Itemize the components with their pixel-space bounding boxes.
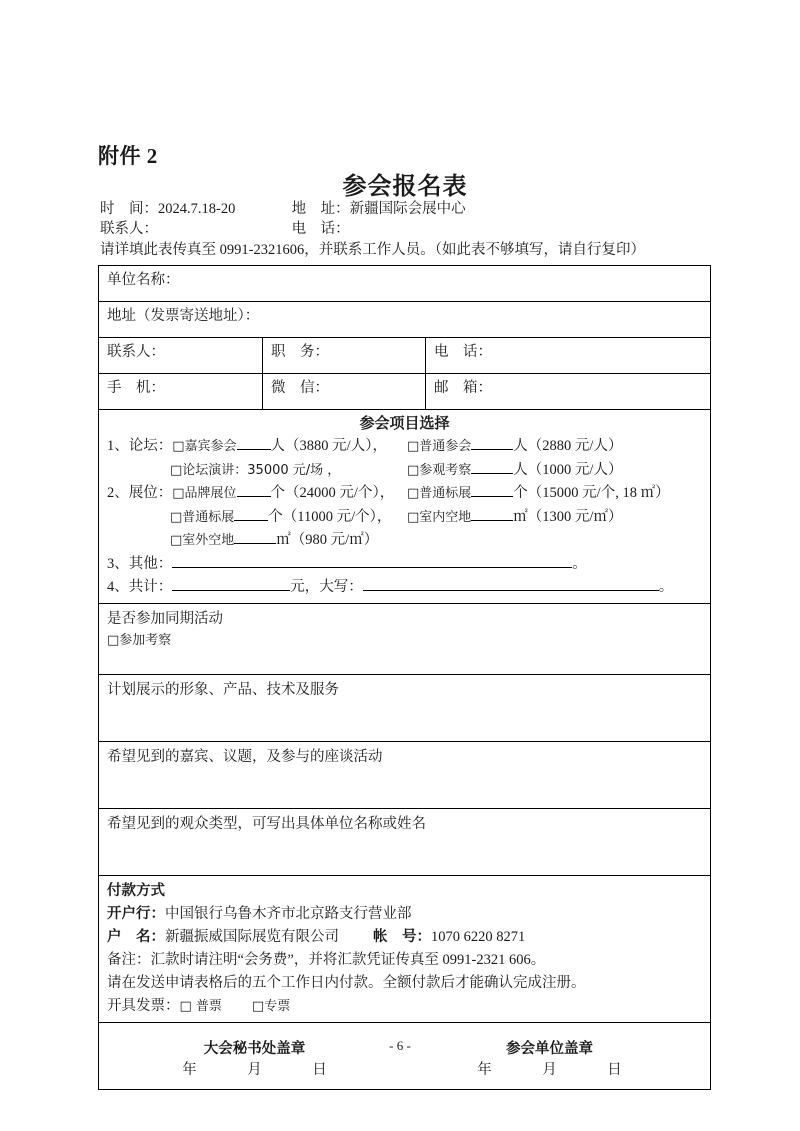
field-telephone[interactable] <box>426 338 711 374</box>
table-row-stamps <box>99 1022 711 1089</box>
table-row-contact <box>99 338 711 374</box>
payment-account-no-value: 1070 6220 8271 <box>431 928 526 945</box>
total-period: 。 <box>658 578 674 595</box>
input-vip-count[interactable] <box>237 449 271 450</box>
forum-line-2 <box>107 459 702 483</box>
booth-line-1 <box>107 482 702 506</box>
meta-contact-label: 联系人： <box>100 221 158 237</box>
total-label: 4、共计： <box>107 578 173 595</box>
field-address[interactable] <box>99 302 711 338</box>
field-contact-person[interactable] <box>99 338 263 374</box>
selection-section-title: 参会项目选择 <box>359 416 450 432</box>
field-concurrent-activity[interactable] <box>99 603 711 674</box>
payment-bank-label: 开户行： <box>107 905 165 922</box>
field-email[interactable] <box>426 374 711 410</box>
payment-bank-value: 中国银行乌鲁木齐市北京路支行营业部 <box>165 905 412 922</box>
checkbox-standard-booth-11000[interactable]: □普通标展 <box>170 509 235 525</box>
payment-account-line <box>107 926 702 949</box>
meta-fax-note: 请详填此表传真至 0991-2321606，并联系工作人员。（如此表不够填写，请自行复印） <box>100 242 645 258</box>
forum-left-2 <box>107 459 407 483</box>
checkbox-standard-booth-15000[interactable]: □普通标展 <box>407 486 472 501</box>
table-row-audience <box>99 808 711 875</box>
meta-phone-label: 电 话： <box>291 221 350 237</box>
payment-account-name-label: 户 名： <box>107 928 165 945</box>
stamp-secretariat-label: 大会秘书处盖章 <box>203 1040 306 1057</box>
input-visit-count[interactable] <box>471 473 513 474</box>
audience-label: 希望见到的观众类型，可写出具体单位名称或姓名 <box>107 815 426 832</box>
field-position[interactable] <box>263 338 426 374</box>
email-label: 邮 箱： <box>434 380 492 396</box>
other-label: 3、其他： <box>107 555 173 572</box>
payment-bank-line <box>107 903 702 926</box>
field-desired-guests[interactable] <box>99 741 711 808</box>
input-normal-count[interactable] <box>471 449 513 450</box>
invoice-line <box>107 995 702 1018</box>
forum-left-1 <box>107 435 407 459</box>
booth-std11-unit: 个（11000 元/个）， <box>268 508 392 525</box>
activity-question-label: 是否参加同期活动 <box>107 610 223 627</box>
field-desired-audience[interactable] <box>99 808 711 875</box>
table-row-activity <box>99 603 711 674</box>
checkbox-join-site-visit[interactable]: □参加考察 <box>107 632 172 648</box>
selection-options <box>107 435 702 553</box>
input-indoor-space-area[interactable] <box>471 520 513 521</box>
page-number: - 6 - <box>389 1038 411 1053</box>
meta-address-label: 地 址： <box>291 201 350 217</box>
wechat-label: 微 信： <box>271 380 329 396</box>
table-row-mobile <box>99 374 711 410</box>
input-total-amount[interactable] <box>172 590 290 591</box>
contact-person-label: 联系人： <box>107 344 165 360</box>
booth-index-label: 2、展位： <box>107 485 173 501</box>
booth-brand-unit: 个（24000 元/个）， <box>270 485 395 501</box>
field-mobile[interactable] <box>99 374 263 410</box>
mobile-label: 手 机： <box>107 380 165 396</box>
payment-heading: 付款方式 <box>107 882 165 899</box>
table-row-guests <box>99 741 711 808</box>
booth-line-3 <box>107 529 702 553</box>
stamp-secretariat-date: 年 月 日 <box>182 1061 345 1078</box>
payment-account-name-value: 新疆振威国际展览有限公司 <box>165 928 339 945</box>
forum-vip-unit: 人（3880 元/人）， <box>270 438 387 454</box>
payment-remark: 备注：汇款时请注明“会务费”，并将汇款凭证传真至 0991-2321 606。 <box>107 951 546 968</box>
guests-label: 希望见到的嘉宾、议题，及参与的座谈活动 <box>107 748 383 765</box>
checkbox-outdoor-space[interactable]: □室外空地 <box>170 533 235 548</box>
other-line <box>107 553 702 576</box>
checkbox-indoor-space[interactable]: □室内空地 <box>407 509 472 525</box>
checkbox-vip-attend[interactable]: □嘉宾参会 <box>172 439 237 454</box>
booth-left-2 <box>107 506 407 530</box>
company-name-label: 单位名称： <box>107 272 180 288</box>
total-line <box>107 576 702 599</box>
field-wechat[interactable] <box>263 374 426 410</box>
checkbox-invoice-special[interactable]: □专票 <box>251 998 291 1014</box>
meta-contact <box>100 219 288 239</box>
forum-line-1 <box>107 435 702 459</box>
table-row-company-name <box>99 266 711 302</box>
table-row-payment <box>99 875 711 1022</box>
checkbox-forum-speech[interactable]: □论坛演讲：35000 元/场 ， <box>170 462 341 478</box>
stamp-participant-label: 参会单位盖章 <box>506 1040 593 1057</box>
forum-normal-unit: 人（2880 元/人） <box>513 438 623 454</box>
table-row-display-plan <box>99 674 711 741</box>
input-brand-booth-count[interactable] <box>237 496 271 497</box>
checkbox-site-visit[interactable]: □参观考察 <box>407 462 472 478</box>
totals-block <box>107 553 702 599</box>
booth-outdoor-unit: ㎡（980 元/㎡） <box>276 532 379 548</box>
table-row-address <box>99 302 711 338</box>
meta-time <box>100 199 288 219</box>
other-period: 。 <box>572 555 587 572</box>
selection-cell <box>99 410 711 604</box>
meta-address <box>292 199 466 219</box>
field-display-plan[interactable] <box>99 674 711 741</box>
payment-deadline: 请在发送申请表格后的五个工作日内付款。全额付款后才能确认完成注册。 <box>107 974 586 991</box>
attachment-label: 附件 2 <box>98 144 158 168</box>
meta-row-time-address <box>100 199 710 219</box>
telephone-label: 电 话： <box>434 344 492 360</box>
input-standard-booth-11000-count[interactable] <box>234 520 268 521</box>
payment-account-no-label: 帐 号： <box>373 928 431 945</box>
position-label: 职 务： <box>271 344 329 360</box>
page-title: 参会报名表 <box>342 174 468 200</box>
booth-std15-unit: 个（15000 元/个, 18 ㎡） <box>513 485 670 501</box>
checkbox-brand-booth[interactable]: □品牌展位 <box>172 486 237 501</box>
checkbox-normal-attend[interactable]: □普通参会 <box>407 439 472 454</box>
meta-info-block <box>100 199 710 260</box>
input-other[interactable] <box>172 567 572 568</box>
total-unit: 元，大写： <box>290 578 363 595</box>
stamp-participant-date: 年 月 日 <box>477 1061 640 1078</box>
meta-address-value: 新疆国际会展中心 <box>349 201 466 217</box>
address-label: 地址（发票寄送地址）： <box>107 308 260 324</box>
input-outdoor-space-area[interactable] <box>234 543 276 544</box>
stamps-cell <box>99 1022 711 1089</box>
meta-row-contact-phone <box>100 219 710 239</box>
meta-time-value: 2024.7.18-20 <box>158 201 236 217</box>
payment-block <box>107 880 702 1018</box>
booth-indoor-unit: ㎡（1300 元/㎡） <box>513 508 623 525</box>
table-row-selection <box>99 410 711 604</box>
booth-left-1 <box>107 482 407 506</box>
input-standard-booth-15000-count[interactable] <box>471 496 513 497</box>
meta-phone <box>292 219 350 239</box>
display-plan-label: 计划展示的形象、产品、技术及服务 <box>107 681 339 698</box>
booth-line-2 <box>107 506 702 530</box>
meta-time-label: 时 间： <box>100 201 158 217</box>
registration-form-table <box>98 265 711 1090</box>
forum-visit-unit: 人（1000 元/人） <box>513 461 623 478</box>
input-total-amount-words[interactable] <box>363 590 659 591</box>
checkbox-invoice-normal[interactable]: □ 普票 <box>179 998 222 1014</box>
forum-index-label: 1、论坛： <box>107 438 173 454</box>
field-company-name[interactable] <box>99 266 711 302</box>
payment-cell <box>99 875 711 1022</box>
invoice-label: 开具发票： <box>107 997 180 1014</box>
